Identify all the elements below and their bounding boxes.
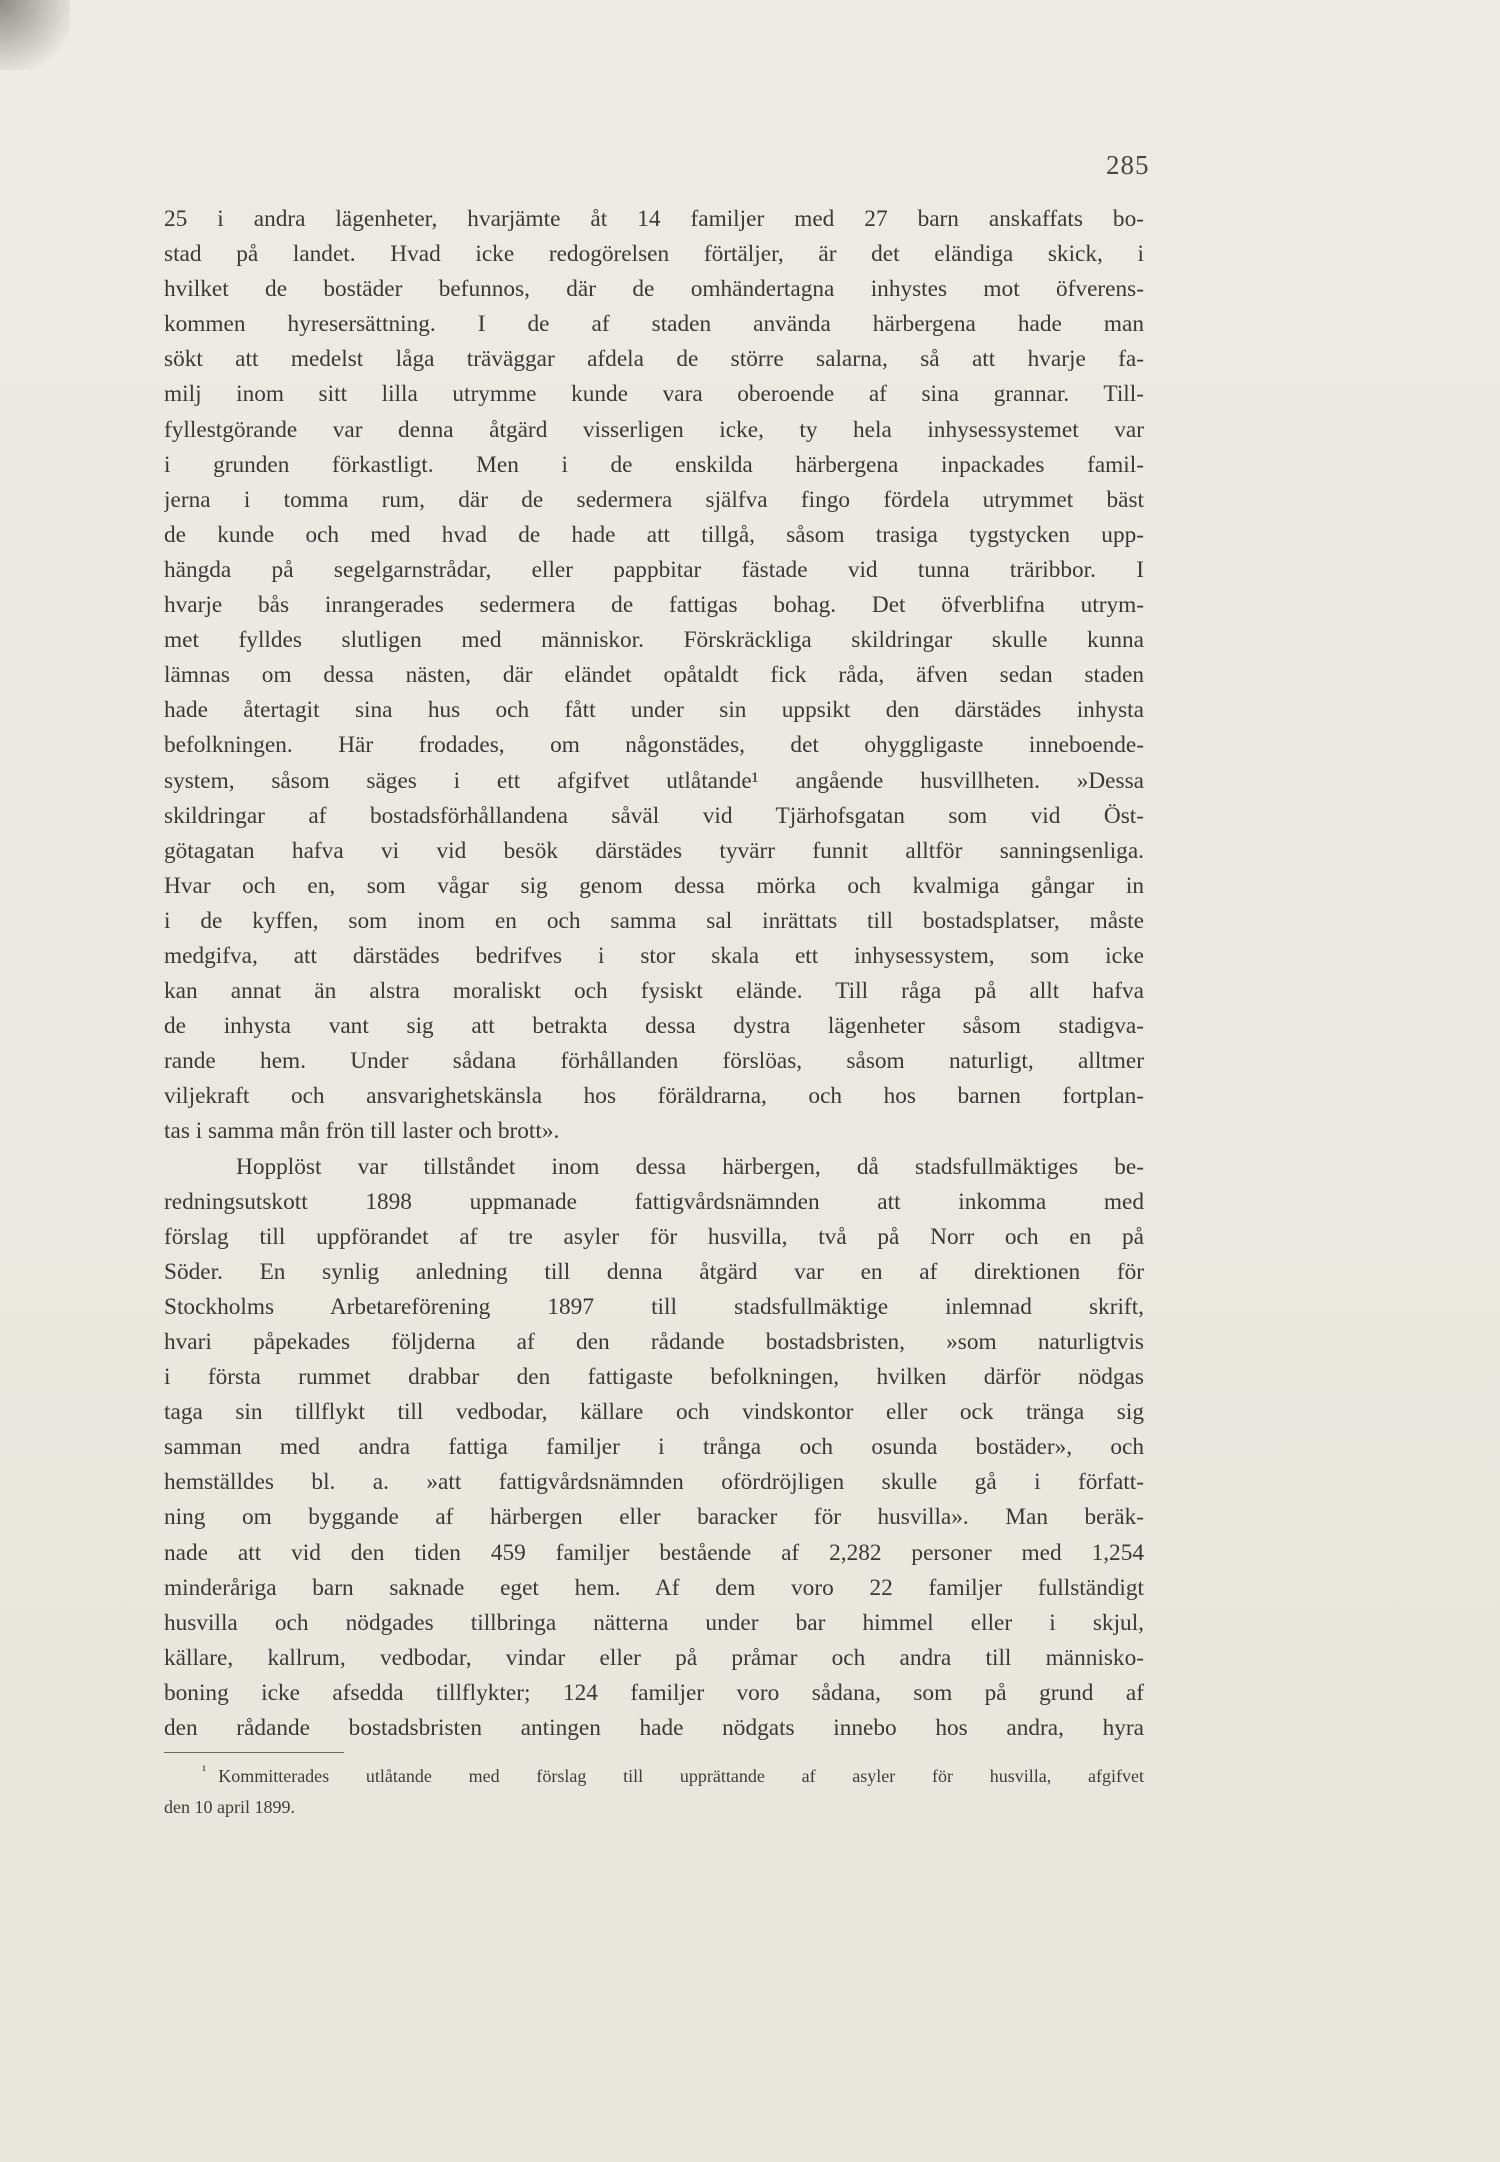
text-line: samman med andra fattiga familjer i trånga och osunda bostäder», och [164,1434,1144,1461]
text-line: sökt att medelst låga träväggar afdela de större salarna, så att hvarje fa- [164,346,1144,373]
text-line: Söder. En synlig anledning till denna åtgärd var en af direktionen för [164,1258,1144,1285]
text-line: boning icke afsedda tillflykter; 124 familjer voro sådana, som på grund af [164,1679,1144,1706]
footnote-text: Kommitterades utlåtande med förslag till upprättande af asyler för husvilla, afgifvet [218,1766,1144,1786]
text-line: kommen hyresersättning. I de af staden använda härbergena hade man [164,311,1144,338]
text-line: de kunde och med hvad de hade att tillgå, såsom trasiga tygstycken upp- [164,521,1144,548]
text-line: stad på landet. Hvad icke redogörelsen förtäljer, är det eländiga skick, i [164,241,1144,268]
text-line: minderåriga barn saknade eget hem. Af dem voro 22 familjer fullständigt [164,1574,1144,1601]
footnote-line-end: den 10 april 1899. [164,1797,295,1817]
text-line: i grunden förkastligt. Men i de enskilda härbergena inpackades famil- [164,451,1144,478]
text-line: taga sin tillflykt till vedbodar, källare och vindskontor eller ock tränga sig [164,1399,1144,1426]
text-line: 25 i andra lägenheter, hvarjämte åt 14 familjer med 27 barn anskaffats bo- [164,206,1144,232]
text-line: husvilla och nödgades tillbringa nätterna under bar himmel eller i skjul, [164,1609,1144,1636]
text-line: fyllestgörande var denna åtgärd visserligen icke, ty hela inhysessystemet var [164,416,1144,443]
page-corner-shadow [0,0,70,70]
text-line: i de kyffen, som inom en och samma sal inrättats till bostadsplatser, måste [164,907,1144,934]
footnote-mark: ¹ [202,1764,207,1779]
text-line: hemställdes bl. a. »att fattigvårdsnämnden ofördröjligen skulle gå i författ- [164,1469,1144,1496]
footnote-line [164,1756,1144,1792]
text-line: nade att vid den tiden 459 familjer bestående af 2,282 personer med 1,254 [164,1539,1144,1566]
text-line: hängda på segelgarnstrådar, eller pappbitar fästade vid tunna träribbor. I [164,556,1144,583]
text-line: hvilket de bostäder befunnos, där de omhändertagna inhystes mot öfverens- [164,276,1144,303]
page-number: 285 [1106,150,1150,180]
text-line: de inhysta vant sig att betrakta dessa dystra lägenheter såsom stadigva- [164,1013,1144,1040]
text-line: hvari påpekades följderna af den rådande bostadsbristen, »som naturligtvis [164,1329,1144,1355]
text-line: götagatan hafva vi vid besök därstädes tyvärr funnit alltför sanningsenliga. [164,837,1144,864]
text-line: förslag till uppförandet af tre asyler för husvilla, två på Norr och en på [164,1223,1144,1250]
text-line: jerna i tomma rum, där de sedermera själfva fingo fördela utrymmet bäst [164,486,1144,513]
text-line-paragraph-start: Hopplöst var tillståndet inom dessa härbergen, då stadsfullmäktiges be- [236,1153,1144,1180]
text-line: källare, kallrum, vedbodar, vindar eller på pråmar och andra till människo- [164,1644,1144,1671]
text-line: lämnas om dessa nästen, där eländet opåtaldt fick råda, äfven sedan staden [164,662,1144,689]
footnote-divider [164,1752,344,1753]
text-line: viljekraft och ansvarighetskänsla hos föräldrarna, och hos barnen fortplan- [164,1083,1144,1110]
text-line: Hvar och en, som vågar sig genom dessa mörka och kvalmiga gångar in [164,872,1144,899]
text-line: ning om byggande af härbergen eller baracker för husvilla». Man beräk- [164,1504,1144,1531]
text-line: befolkningen. Här frodades, om någonstädes, det ohyggligaste inneboende- [164,732,1144,759]
body-text [164,202,1144,1746]
text-line: skildringar af bostadsförhållandena såväl vid Tjärhofsgatan som vid Öst- [164,802,1144,829]
text-line: kan annat än alstra moraliskt och fysiskt elände. Till råga på allt hafva [164,978,1144,1005]
text-line: hade återtagit sina hus och fått under sin uppsikt den därstädes inhysta [164,697,1144,724]
text-line: Stockholms Arbetareförening 1897 till stadsfullmäktige inlemnad skrift, [164,1293,1144,1320]
footnote [164,1756,1144,1823]
text-line: met fylldes slutligen med människor. Förskräckliga skildringar skulle kunna [164,627,1144,654]
text-line: medgifva, att därstädes bedrifves i stor skala ett inhysessystem, som icke [164,942,1144,969]
text-line: redningsutskott 1898 uppmanade fattigvårdsnämnden att inkomma med [164,1188,1144,1215]
text-line: hvarje bås inrangerades sedermera de fattigas bohag. Det öfverblifna utrym- [164,592,1144,619]
text-line: system, såsom säges i ett afgifvet utlåtande¹ angående husvillheten. »Dessa [164,767,1144,794]
text-line-paragraph-end: tas i samma mån frön till laster och brott». [164,1118,560,1145]
text-line: rande hem. Under sådana förhållanden förslöas, såsom naturligt, alltmer [164,1048,1144,1075]
text-line: milj inom sitt lilla utrymme kunde vara oberoende af sina grannar. Till- [164,381,1144,408]
text-line: den rådande bostadsbristen antingen hade nödgats innebo hos andra, hyra [164,1715,1144,1742]
text-line: i första rummet drabbar den fattigaste befolkningen, hvilken därför nödgas [164,1364,1144,1391]
